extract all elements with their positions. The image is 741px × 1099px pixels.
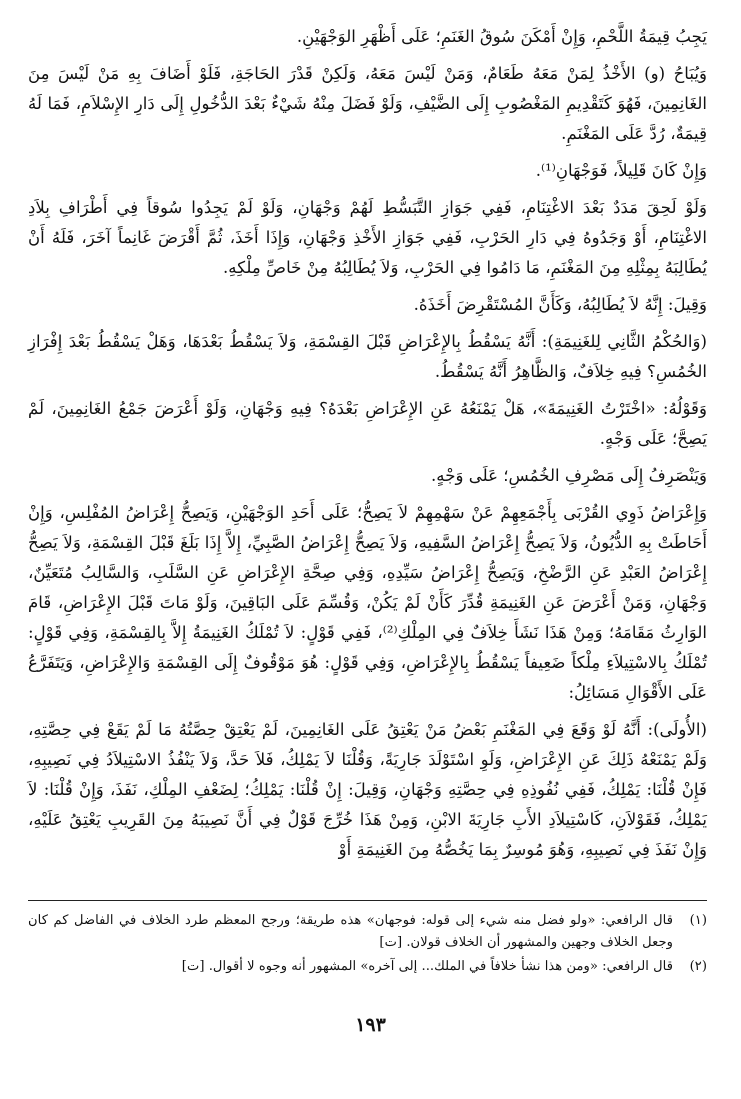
paragraph-taking-food: وَيُبَاحُ (و) الأَخْذُ لِمَنْ مَعَهُ طَعَامٌ، وَمَنْ لَيْسَ مَعَهُ، وَلَكِنْ قَدْرَ الحَاجَةِ، فَلَوْ أَضَافَ بِهِ مَنْ لَيْسَ مِنَ الغَانِمِينَ، فَهُوَ كَتَقْدِيمِ المَغْصُوبِ إِلَى الضَّيْفِ، وَلَوْ فَضَلَ مِنْهُ شَيْءٌ بَعْدَ الدُّخُولِ إِلَى دَارِ الإِسْلاَمِ، فَمَا لَهُ قِيمَةٌ، رُدَّ عَلَى المَغْنَمِ. — [28, 64, 707, 143]
footnotes — [28, 910, 707, 980]
footnote-number: (٢) — [689, 959, 707, 974]
paragraph-first-issue: (الأُولَى): أَنَّهُ لَوْ وَقَعَ فِي المَغْنَمِ بَعْضُ مَنْ يَعْتِقُ عَلَى الغَانِمِينَ، لَمْ يَعْتِقْ حِصَّتُهُ مَا لَمْ يَقَعْ فِي حِصَّتِهِ، وَلَمْ يَمْنَعْهُ ذَلِكَ عَنِ الإِعْرَاضِ، وَلَوِ اسْتَوْلَدَ جَارِيَةً، وَقُلْنَا لاَ يَمْلِكُ، فَلاَ حَدَّ، وَلاَ يَنْفُذُ الاسْتِيلاَدُ فِي نَصِيبِهِ، فَإِنْ قُلْنَا: يَمْلِكُ، فَفِي نُفُوذِهِ فِي حِصَّتِهِ وَجْهَانِ، وَقِيلَ: إِنْ قُلْنَا: يَمْلِكُ؛ لِضَعْفِ المِلْكِ، نَفَذَ، وَإِنْ قُلْنَا: لاَ يَمْلِكُ، فَقَوْلاَنِ، كَاسْتِيلاَدِ الأَبِ جَارِيَةَ الابْنِ، وَمِنْ هَذَا خُرِّجَ قَوْلٌ فِي أَنَّ نَصِيبَهُ مِنَ القَرِيبِ يَعْتِقُ عَلَيْهِ، وَإِنْ نَفَذَ فِي نَصِيبِهِ، وَهُوَ مُوسِرٌ بِمَا يَخُصُّهُ مِنَ الغَنِيمَةِ أَوْ — [28, 720, 707, 859]
paragraph-borrower: وَقِيلَ: إِنَّهُ لاَ يُطَالِبُهُ، وَكَأَنَّ المُسْتَقْرِضَ أَخَذَهُ. — [413, 295, 707, 314]
footnote-2 — [28, 956, 707, 978]
footnote-text: قال الرافعي: «ولو فضل منه شيء إلى قوله: فوجهان» هذه طريقة؛ ورجح المعظم طرد الخلاف في الفاضل كم كان وجعل الخلاف وجهين والمشهور أن الخلاف قولان. [ت] — [28, 913, 673, 950]
footnote-number: (١) — [689, 913, 707, 928]
paragraph-choosing-spoils: وَقَوْلُهُ: «اخْتَرْتُ الغَنِيمَةَ»، هَلْ يَمْنَعُهُ عَنِ الإِعْرَاضِ بَعْدَهُ؟ فِيهِ وَجْهَانِ، وَلَوْ أَعْرَضَ جَمْعُ الغَانِمِينَ، لَمْ يَصِحَّ؛ عَلَى وَجْهٍ. — [28, 399, 707, 448]
paragraph-second-ruling: (وَالحُكْمُ الثَّانِي لِلغَنِيمَةِ): أَنَّهُ يَسْقُطُ بِالإِعْرَاضِ قَبْلَ القِسْمَةِ، وَلاَ يَسْقُطُ بَعْدَهَا، وَهَلْ يَسْقُطُ بَعْدَ إِفْرَازِ الخُمُسِ؟ فِيهِ خِلاَفٌ، وَالظَّاهِرُ أَنَّهُ يَسْقُطُ. — [28, 332, 707, 381]
page-number: ١٩٣ — [355, 1014, 386, 1036]
footnote-text: قال الرافعي: «ومن هذا نشأ خلافاً في الملك... إلى آخره» المشهور أنه وجوه لا أقوال. [ت] — [181, 959, 673, 974]
footnote-divider — [28, 900, 707, 901]
paragraph-khums: وَيَنْصَرِفُ إِلَى مَصْرِفِ الخُمُسِ؛ عَلَى وَجْهٍ. — [431, 466, 707, 485]
paragraph-small-amount: وَإِنْ كَانَ قَلِيلاً، فَوَجْهَانِ⁽¹⁾. — [535, 161, 707, 180]
paragraph-reinforcements: وَلَوْ لَحِقَ مَدَدٌ بَعْدَ الاغْتِنَامِ، فَفِي جَوَازِ التَّبَسُّطِ لَهُمْ وَجْهَانِ، وَلَوْ لَمْ يَجِدُوا سُوقاً فِي أَطْرَافِ بِلاَدِ الاغْتِنَامِ، أَوْ وَجَدُوهُ فِي دَارِ الحَرْبِ، فَفِي جَوَازِ الأَخْذِ وَجْهَانِ، وَإِذَا أَخَذَ، ثُمَّ أَقْرَضَ غَانِماً آخَرَ، فَلَهُ أَنْ يُطَالِبَهُ بِمِثْلِهِ مِنَ المَغْنَمِ، مَا دَامُوا فِي الحَرْبِ، وَلاَ يُطَالِبُهُ مِنْ خَاصِّ مِلْكِهِ. — [28, 198, 707, 277]
footnote-1 — [28, 910, 707, 954]
paragraph-meat-value: يَجِبُ قِيمَةُ اللَّحْمِ، وَإِنْ أَمْكَنَ سُوقُ الغَنَمِ؛ عَلَى أَظْهَرِ الوَجْهَيْنِ. — [296, 27, 707, 46]
paragraph-relinquishment: وَإِعْرَاضُ ذَوِي القُرْبَى بِأَجْمَعِهِمْ عَنْ سَهْمِهِمْ لاَ يَصِحُّ؛ عَلَى أَحَدِ الوَجْهَيْنِ، وَيَصِحُّ إِعْرَاضُ المُفْلِسِ، وَإِنْ أَحَاطَتْ بِهِ الدُّيُونُ، وَلاَ يَصِحُّ إِعْرَاضُ السَّفِيهِ، وَلاَ يَصِحُّ إِعْرَاضُ الصَّبِيِّ، إِلاَّ إِذَا بَلَغَ قَبْلَ القِسْمَةِ، وَلاَ يَصِحُّ إِعْرَاضُ العَبْدِ عَنِ الرَّضْخِ، وَيَصِحُّ إِعْرَاضُ سَيِّدِهِ، وَفِي صِحَّةِ الإِعْرَاضِ عَنِ السَّلَبِ، وَالسَّالِبُ مُتَعَيِّنٌ، وَجْهَانِ، وَمَنْ أَعْرَضَ عَنِ الغَنِيمَةِ قُدِّرَ كَأَنْ لَمْ يَكُنْ، وَقُسِّمَ عَلَى البَاقِينَ، وَلَوْ مَاتَ قَبْلَ الإِعْرَاضِ، قَامَ الوَارِثُ مَقَامَهُ؛ وَمِنْ هَذَا نَشَأَ خِلاَفٌ فِي المِلْكِ⁽²⁾، فَفِي قَوْلٍ: لاَ تُمْلَكُ الغَنِيمَةُ إِلاَّ بِالقِسْمَةِ، وَفِي قَوْلٍ: تُمْلَكُ بِالاسْتِيلاَءِ مِلْكاً ضَعِيفاً يَسْقُطُ بِالإِعْرَاضِ، وَفِي قَوْلٍ: هُوَ مَوْقُوفٌ إِلَى القِسْمَةِ وَالإِعْرَاضِ، وَيَتَفَرَّعُ عَلَى الأَقْوَالِ مَسَائِلُ: — [28, 503, 707, 702]
